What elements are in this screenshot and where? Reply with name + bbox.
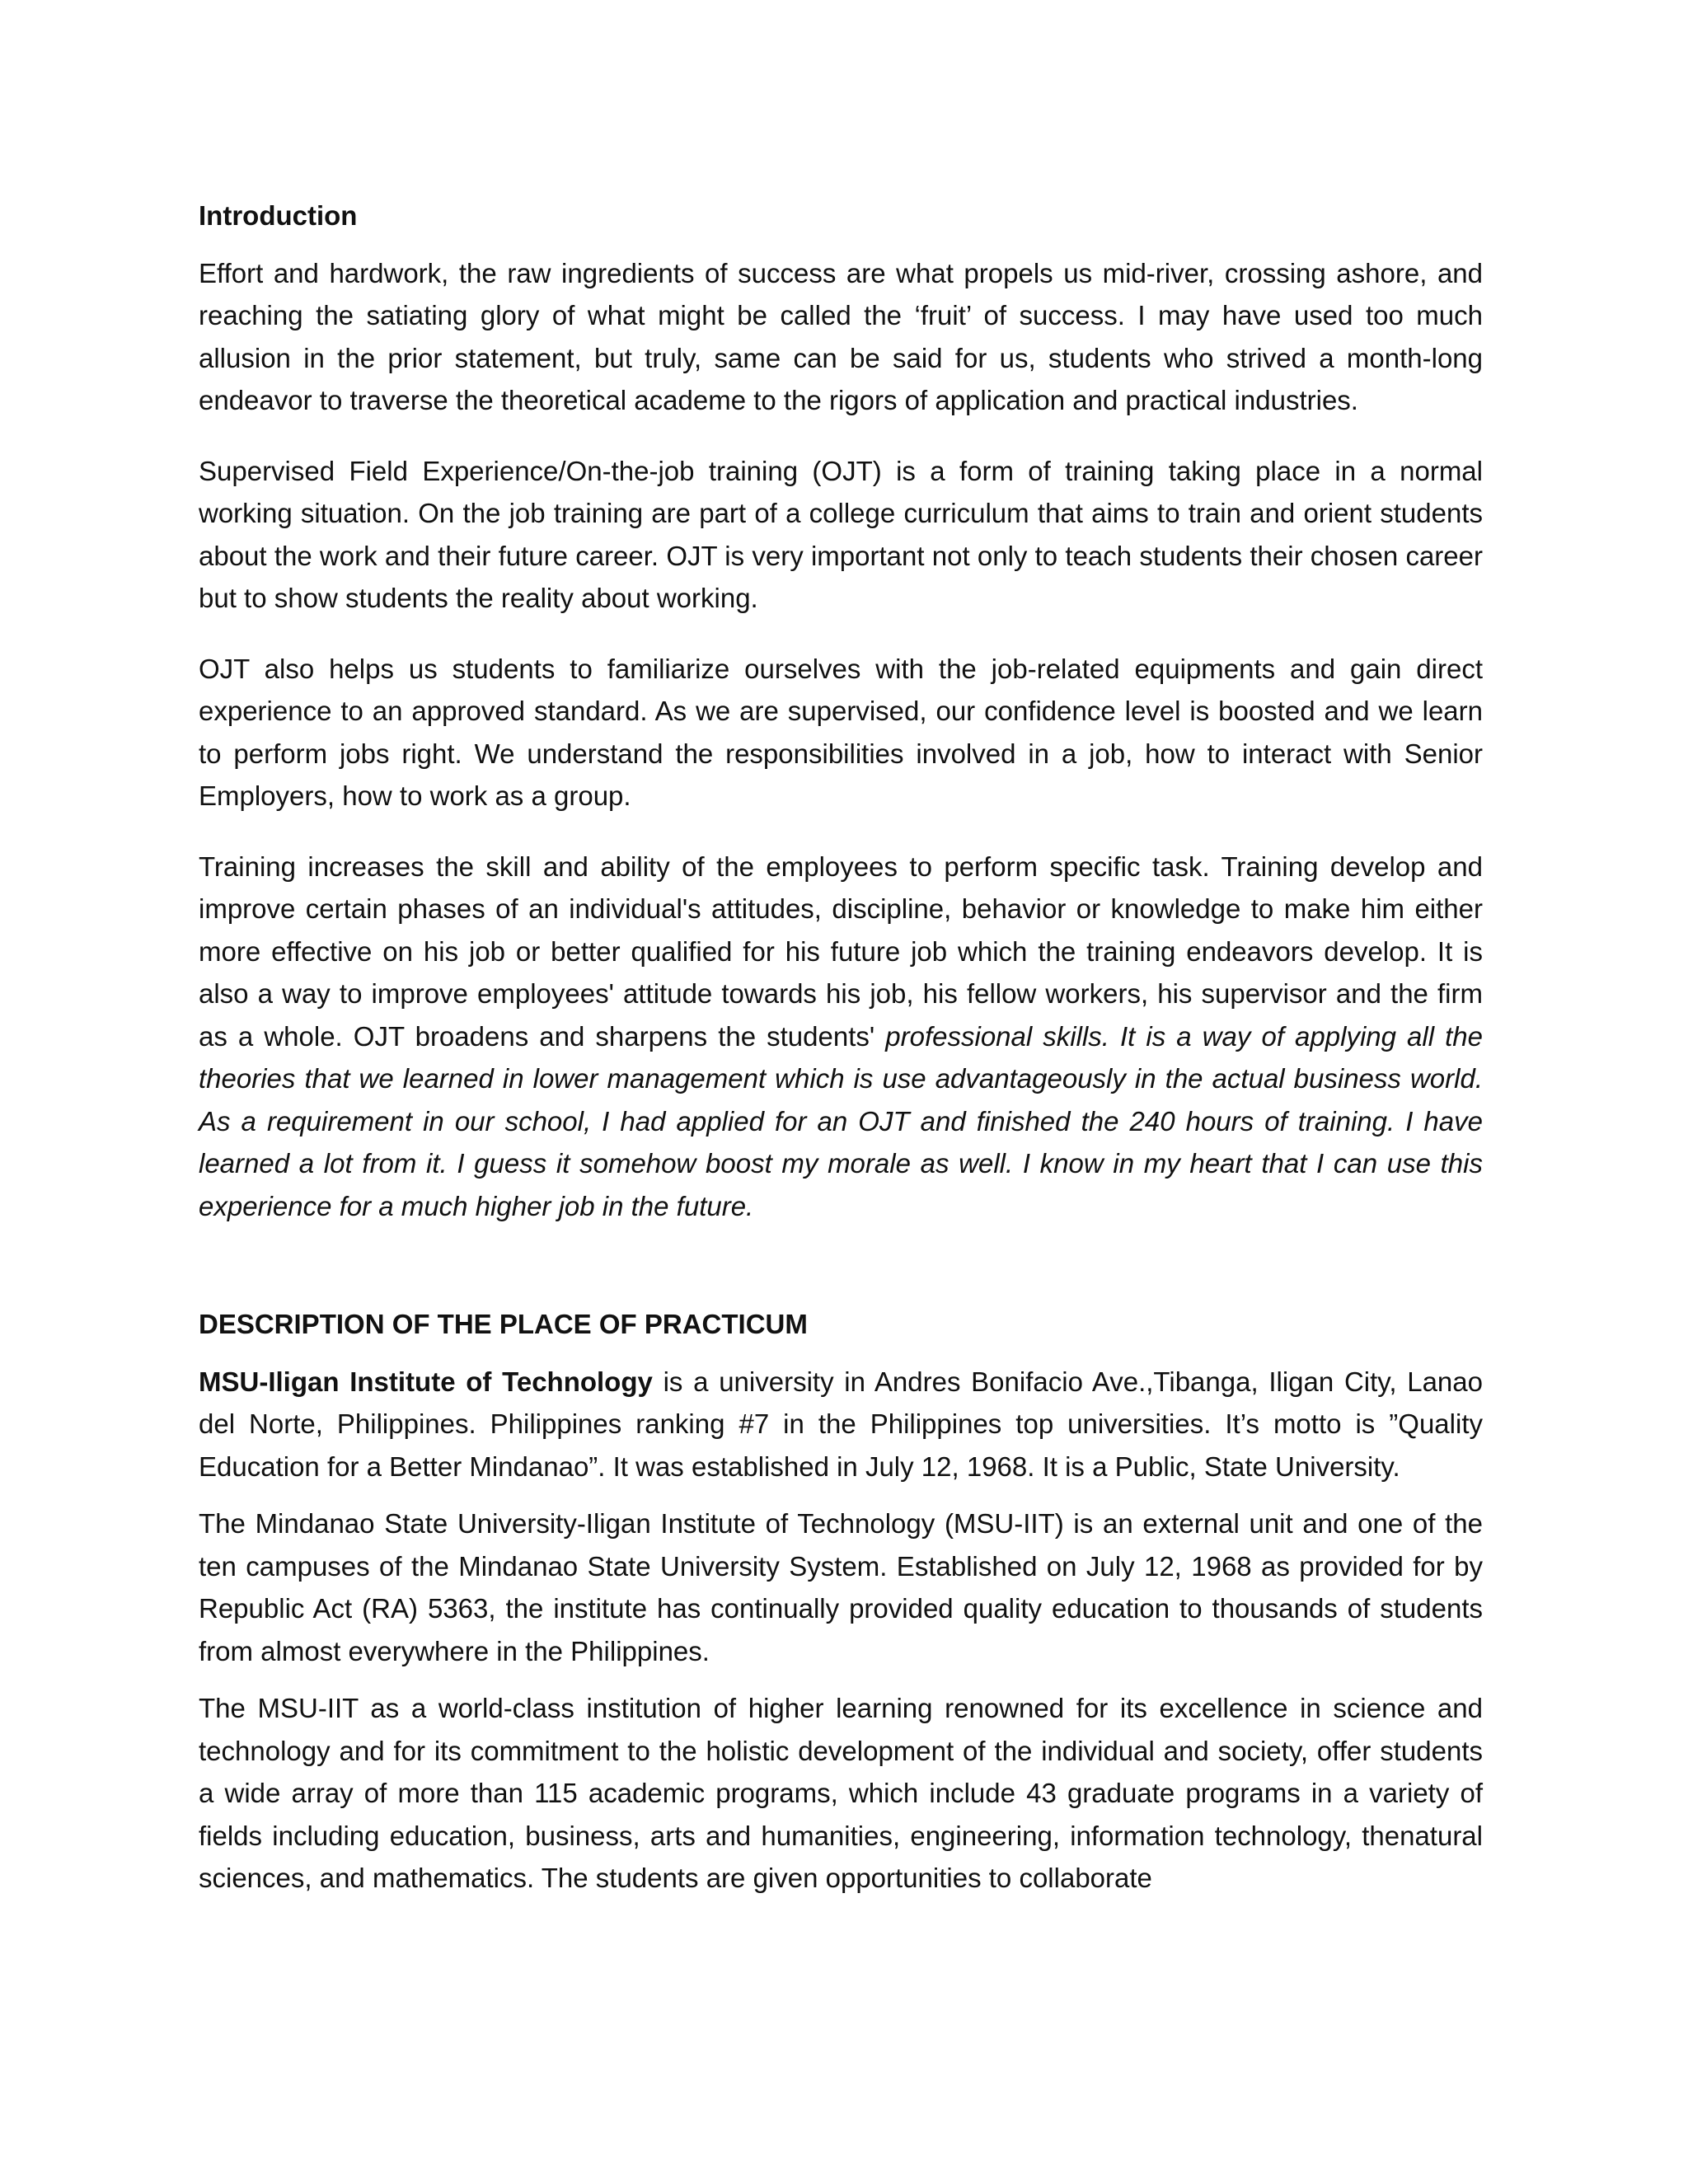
practicum-paragraph-1	[199, 1361, 1483, 1488]
document-page	[199, 194, 1483, 1915]
practicum-heading: DESCRIPTION OF THE PLACE OF PRACTICUM	[199, 1309, 808, 1339]
intro-paragraph-2: Supervised Field Experience/On-the-job training (OJT) is a form of training taking place in a normal working situation. On the job training are part of a college curriculum that aims to train and orient students about the work and their future career. OJT is very important not only to teach students their chosen career but to show students the reality about working.	[199, 455, 1483, 613]
intro-paragraph-3: OJT also helps us students to familiarize ourselves with the job-related equipments and gain direct experience to an approved standard. As we are supervised, our confidence level is boosted and we learn to perform jobs right. We understand the responsibilities involved in a job, how to interact with Senior Employers, how to work as a group.	[199, 653, 1483, 811]
intro-heading: Introduction	[199, 200, 358, 231]
intro-paragraph-1: Effort and hardwork, the raw ingredients of success are what propels us mid-river, crossing ashore, and reaching the satiating glory of what might be called the ‘fruit’ of success. I may have used too much allusion in the prior statement, but truly, same can be said for us, students who strived a month-long endeavor to traverse the theoretical academe to the rigors of application and practical industries.	[199, 257, 1483, 415]
institution-name: MSU-Iligan Institute of Technology	[199, 1366, 653, 1397]
intro-paragraph-4-italic: professional skills. It is a way of applying all the theories that we learned in lower management which is use advantageously in the actual business world. As a requirement in our school, I had applied for an OJT and finished the 240 hours of training. I have learned a lot from it. I guess it somehow boost my morale as well. I know in my heart that I can use this experience for a much higher job in the future.	[199, 1020, 1484, 1221]
practicum-paragraph-2: The Mindanao State University-Iligan Institute of Technology (MSU-IIT) is an external unit and one of the ten campuses of the Mindanao State University System. Established on July 12, 1968 as provided for by Republic Act (RA) 5363, the institute has continually provided quality education to thousands of students from almost everywhere in the Philippines.	[199, 1508, 1483, 1666]
practicum-paragraph-1-rest: is a university in Andres Bonifacio Ave.,Tibanga, Iligan City, Lanao del Norte, Philippines. Philippines ranking #7 in the Philippines top universities. It’s motto is ”Quality Education for a Better Mindanao”. It was established in July 12, 1968. It is a Public, State University.	[199, 1366, 1483, 1482]
intro-paragraph-4-plain: Training increases the skill and ability of the employees to perform specific task. Training develop and improve certain phases of an individual's attitudes, discipline, behavior or knowledge to make him either more effective on his job or better qualified for his future job which the training endeavors develop. It is also a way to improve employees' attitude towards his job, his fellow workers, his supervisor and the firm as a whole. OJT broadens and sharpens the students'	[199, 851, 1483, 1052]
intro-paragraph-4	[199, 846, 1483, 1228]
practicum-paragraph-3: The MSU-IIT as a world-class institution of higher learning renowned for its excellence in science and technology and for its commitment to the holistic development of the individual and society, offer students a wide array of more than 115 academic programs, which include 43 graduate programs in a variety of fields including education, business, arts and humanities, engineering, information technology, thenatural sciences, and mathematics. The students are given opportunities to collaborate	[199, 1693, 1483, 1893]
